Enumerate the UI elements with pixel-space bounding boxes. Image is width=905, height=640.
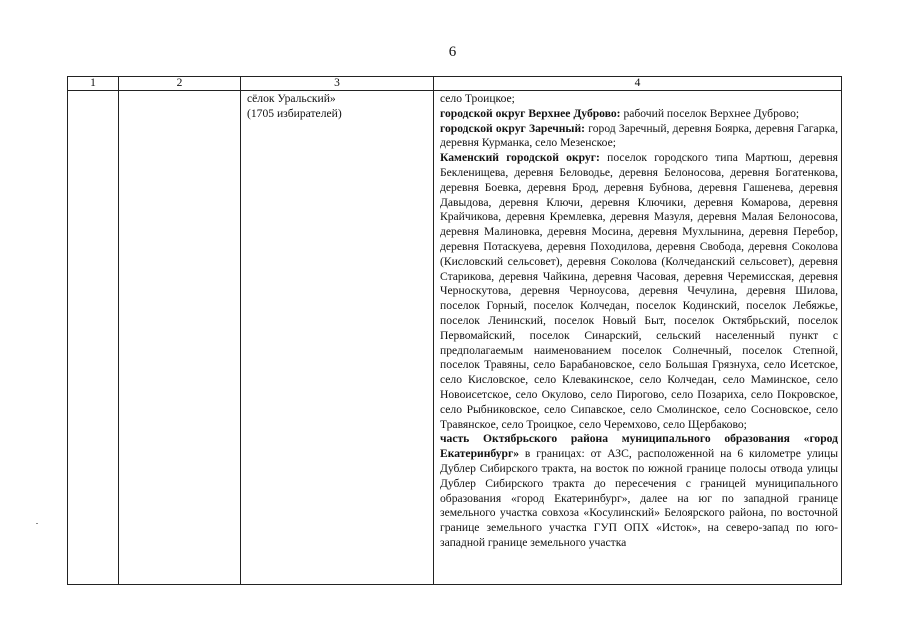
territory-text: рабочий поселок Верхнее Дуброво; bbox=[620, 106, 800, 120]
territory-text: в границах: от АЗС, расположенной на 6 километре улицы Дублер Сибирского тракта, на восток по южной границе полосы отвода улицы Дублер Сибирского тракта до пересечения с границей муниципального образования «город Екатеринбург», далее на юг по западной границе земельного участка совхоза «Косулинский» Белоярского района, по восточной границе земельного участка ГУП ОПХ «Исток», на северо-запад по юго-западной границе земельного участка bbox=[440, 447, 838, 549]
districts-table bbox=[67, 76, 842, 585]
table-row bbox=[68, 91, 842, 585]
voters-count: (1705 избирателей) bbox=[247, 106, 342, 120]
column-header-2: 2 bbox=[119, 77, 241, 91]
column-header-3: 3 bbox=[241, 77, 434, 91]
column-header-4: 4 bbox=[434, 77, 842, 91]
territory-heading: часть Октябрьского района муниципального образования «город Екатеринбург» bbox=[440, 432, 838, 461]
column-header-1: 1 bbox=[68, 77, 119, 91]
district-center-line: сёлок Уральский» bbox=[247, 92, 336, 105]
territory-paragraph bbox=[440, 432, 838, 550]
cell-district-name bbox=[119, 91, 241, 585]
table-header-row bbox=[68, 77, 842, 91]
cell-territory-description bbox=[434, 91, 842, 585]
territory-heading: Каменский городской округ: bbox=[440, 151, 600, 165]
territory-text: поселок городского типа Мартюш, деревня Бекленищева, деревня Беловодье, деревня Белоносова, деревня Богатенкова, деревня Боевка, деревня Брод, деревня Бубнова, деревня Гашенева, деревня Давыдова, деревня Ключи, деревня Ключики, деревня Комарова, деревня Крайчикова, деревня Кремлевка, деревня Мазуля, деревня Малая Белоносова, деревня Малиновка, деревня Мосина, деревня Мухлынина, деревня Перебор, деревня Потаскуева, деревня Походилова, деревня Свобода, деревня Соколова (Кисловский сельсовет), деревня Соколова (Колчеданский сельсовет), деревня Старикова, деревня Чайкина, деревня Часовая, деревня Черемисская, деревня Черноскутова, деревня Черноусова, деревня Чечулина, деревня Шилова, поселок Горный, поселок Колчедан, поселок Кодинский, поселок Лебяжье, поселок Ленинский, поселок Новый Быт, поселок Октябрьский, поселок Первомайский, поселок Синарский, сельский населенный пункт с предполагаемым наименованием поселок Солнечный, поселок Степной, поселок Травяны, село Барабановское, село Большая Грязнуха, село Исетское, село Кисловское, село Клевакинское, село Колчедан, село Маминское, село Новоисетское, село Окулово, село Пирогово, село Позариха, село Покровское, село Рыбниковское, село Сипавское, село Смолинское, село Сосновское, село Травянское, село Троицкое, село Черемхово, село Щербаково; bbox=[440, 151, 838, 431]
cell-district-center bbox=[241, 91, 434, 585]
territory-heading: городской округ Верхнее Дуброво: bbox=[440, 106, 621, 120]
page-number: 6 bbox=[448, 44, 457, 60]
cell-number bbox=[68, 91, 119, 585]
territory-heading: городской округ Заречный: bbox=[440, 121, 586, 135]
territory-paragraph bbox=[440, 92, 838, 107]
margin-mark bbox=[36, 523, 38, 524]
territory-paragraph bbox=[440, 151, 838, 432]
territory-text: город Заречный, деревня Боярка, деревня Гагарка, деревня Курманка, село Мезенское; bbox=[440, 121, 838, 150]
territory-paragraph bbox=[440, 107, 838, 122]
territory-paragraph bbox=[440, 122, 838, 152]
territory-text: село Троицкое; bbox=[440, 92, 515, 105]
